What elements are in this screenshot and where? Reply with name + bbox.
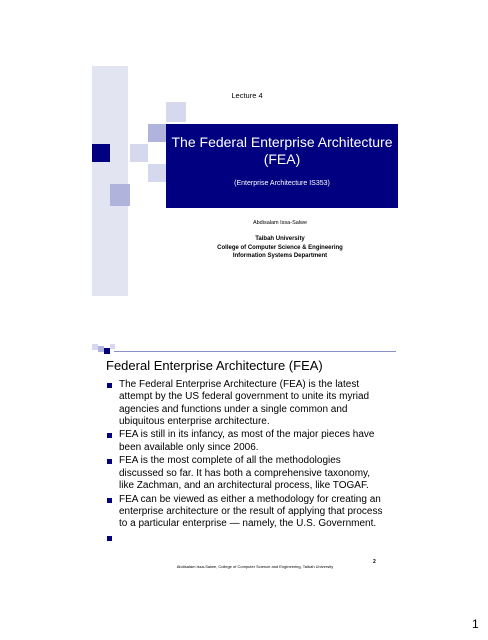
decor-square xyxy=(148,124,166,142)
affiliation-line: Taibah University xyxy=(255,236,305,242)
slide-heading: Federal Enterprise Architecture (FEA) xyxy=(106,358,323,373)
bullet-text: FEA is the most complete of all the methodologies discussed so far. It has both a comprehensive taxonomy, like Zachman, and an architectural process, like TOGAF. xyxy=(119,455,371,491)
header-rule xyxy=(114,351,396,352)
square-bullet-icon xyxy=(107,498,112,503)
affiliation-line: Information Systems Department xyxy=(232,253,328,259)
decor-square xyxy=(130,144,148,162)
bullet-text: The Federal Enterprise Architecture (FEA) is the latest attempt by the US federal government to unite its myriad agencies and functions under a single common and ubiquitous enterprise architecture. xyxy=(119,379,370,427)
slide-title: The Federal Enterprise Architecture (FEA) xyxy=(171,134,393,167)
list-item xyxy=(106,532,386,544)
page-number: 1 xyxy=(472,617,479,631)
lecture-label: Lecture 4 xyxy=(231,91,263,100)
decor-square xyxy=(92,144,110,162)
author-name: Abdisalam Issa-Salwe xyxy=(252,220,308,226)
bullet-text: FEA is still in its infancy, as most of the major pieces have been available only since 2006. xyxy=(119,429,375,453)
square-bullet-icon xyxy=(107,536,112,541)
affiliation-line: College of Computer Science & Engineering xyxy=(217,244,343,251)
bullet-text: FEA can be viewed as either a methodology for creating an enterprise architecture or the result of applying that process to a particular enterprise — namely, the U.S. Government. xyxy=(119,493,383,530)
decor-square xyxy=(110,344,115,349)
slide-subtitle: (Enterprise Architecture IS353) xyxy=(234,180,330,187)
square-bullet-icon xyxy=(107,383,112,388)
list-item xyxy=(106,455,386,492)
decor-square xyxy=(110,184,130,206)
slide-2 xyxy=(92,344,398,574)
square-bullet-icon xyxy=(107,433,112,438)
affiliation xyxy=(162,235,398,261)
decor-square xyxy=(166,102,186,122)
slide-left-panel xyxy=(92,66,128,296)
list-item xyxy=(106,494,386,531)
bullet-list xyxy=(106,379,386,545)
square-bullet-icon xyxy=(107,459,112,464)
decor-square xyxy=(148,164,166,182)
slide-1 xyxy=(92,66,398,296)
slide-number: 2 xyxy=(373,559,376,565)
list-item xyxy=(106,429,386,454)
slide-footer: Abdisalam Issa-Salwe, College of Computer Science and Engineering, Taibah University xyxy=(176,564,334,569)
list-item xyxy=(106,379,386,428)
